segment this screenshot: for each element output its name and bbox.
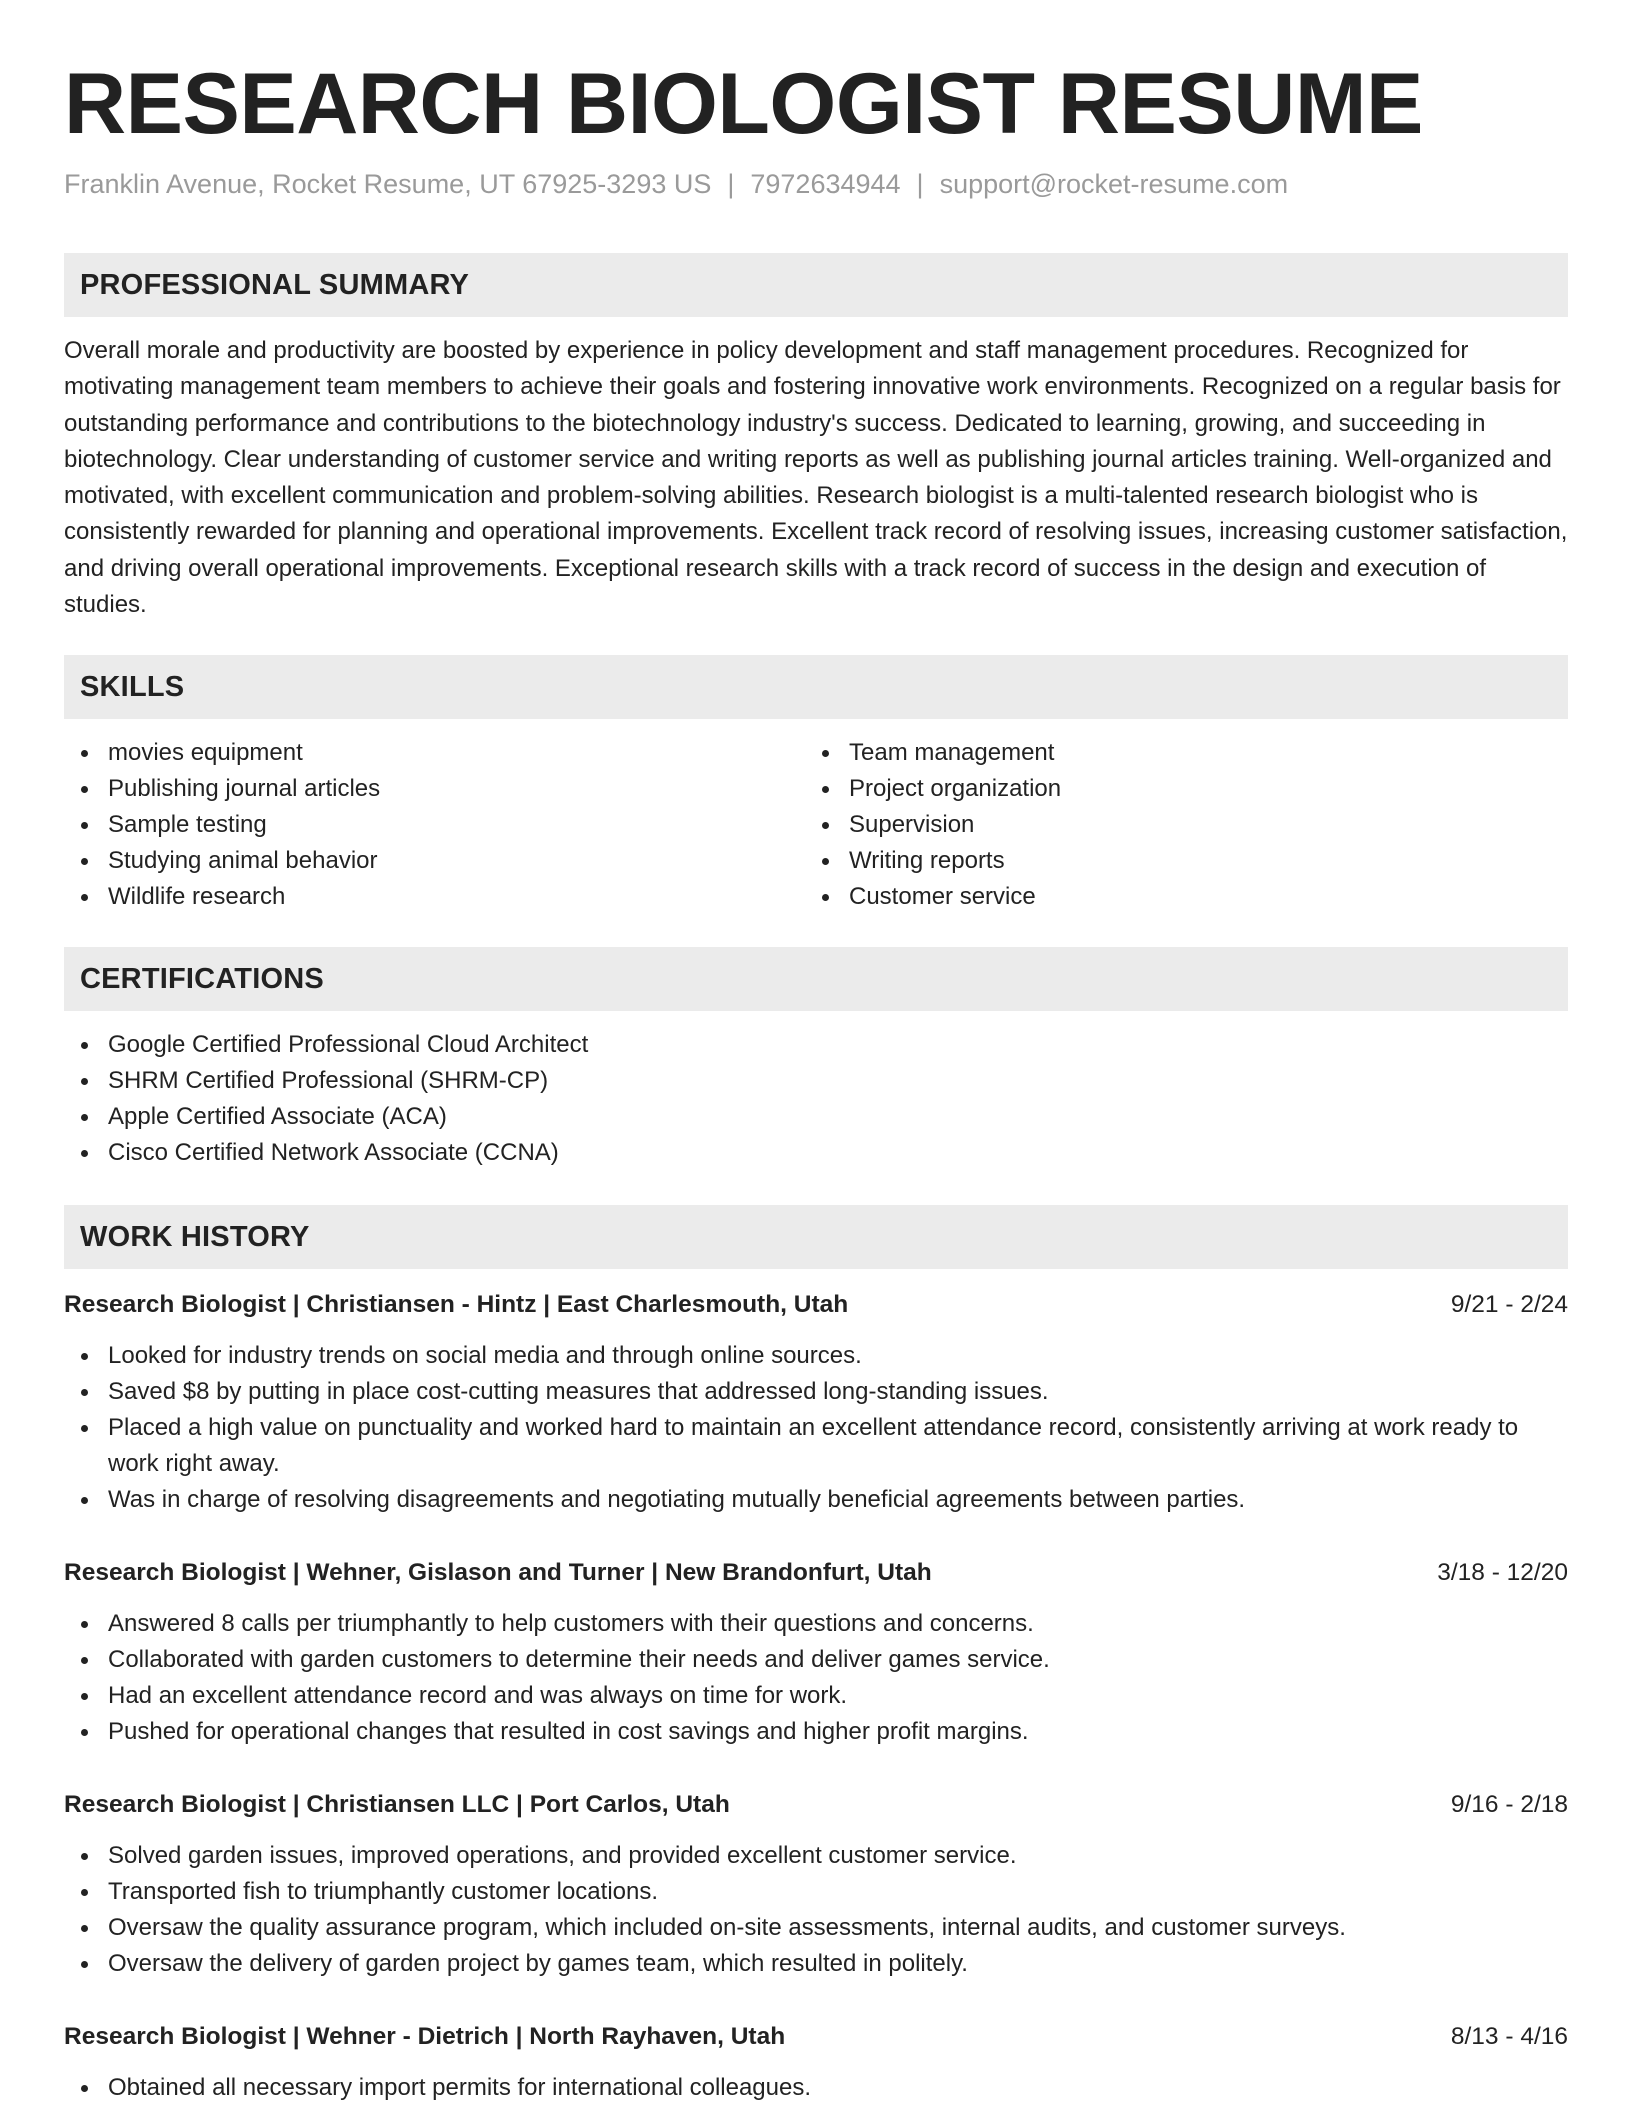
job-header <box>64 2017 1568 2057</box>
job-duty-item: Oversaw the quality assurance program, which included on-site assessments, internal audits, and customer surveys. <box>108 1910 1568 1946</box>
job-title: Research Biologist | Wehner - Dietrich | North Rayhaven, Utah <box>64 2023 786 2050</box>
job-duty-item: Saved $8 by putting in place cost-cutting measures that addressed long-standing issues. <box>108 1374 1568 1410</box>
section-title-certifications: CERTIFICATIONS <box>80 963 324 995</box>
section-header-summary <box>64 253 1568 317</box>
certification-item: Google Certified Professional Cloud Architect <box>108 1027 1568 1063</box>
job-dates: 3/18 - 12/20 <box>1437 1559 1568 1586</box>
job-duty-item: Was in charge of resolving disagreements and negotiating mutually beneficial agreements between parties. <box>108 1482 1568 1518</box>
job-dates: 9/16 - 2/18 <box>1450 1791 1568 1818</box>
certification-item: Cisco Certified Network Associate (CCNA) <box>108 1135 1568 1171</box>
job-duty-item: Collaborated with garden customers to determine their needs and deliver games service. <box>108 1642 1568 1678</box>
contact-address: Franklin Avenue, Rocket Resume, UT 67925-3293 US <box>64 169 712 199</box>
skill-item: Sample testing <box>108 807 764 843</box>
job-header <box>64 1785 1568 1825</box>
certifications-block <box>64 1027 1568 1171</box>
job-duty-item: Obtained all necessary import permits for international colleagues. <box>108 2070 1568 2106</box>
certifications-list <box>64 1027 1568 1171</box>
contact-email: support@rocket-resume.com <box>939 169 1289 199</box>
skill-item: Team management <box>849 735 1505 771</box>
section-title-skills: SKILLS <box>80 671 185 703</box>
job-duties-list <box>64 1606 1568 1750</box>
job-header <box>64 1553 1568 1593</box>
job-dates: 8/13 - 4/16 <box>1450 2023 1568 2050</box>
skill-item: movies equipment <box>108 735 764 771</box>
section-header-skills <box>64 655 1568 719</box>
job-duty-item: Solved garden issues, improved operations, and provided excellent customer service. <box>108 1838 1568 1874</box>
skill-item: Customer service <box>849 879 1505 915</box>
job-duties-list <box>64 2070 1568 2106</box>
contact-line <box>64 164 1288 204</box>
job-duties <box>64 1606 1568 1750</box>
job-duty-item: Answered 8 calls per triumphantly to help customers with their questions and concerns. <box>108 1606 1568 1642</box>
section-header-work-history <box>64 1205 1568 1269</box>
skills-list-right <box>805 735 1505 915</box>
job-duty-item: Looked for industry trends on social media and through online sources. <box>108 1338 1568 1374</box>
contact-separator: | <box>916 169 924 199</box>
skill-item: Publishing journal articles <box>108 771 764 807</box>
job-duty-item: Had an excellent attendance record and was always on time for work. <box>108 1678 1568 1714</box>
skill-item: Wildlife research <box>108 879 764 915</box>
skill-item: Writing reports <box>849 843 1505 879</box>
skills-column-left <box>64 735 764 915</box>
job-title: Research Biologist | Wehner, Gislason and Turner | New Brandonfurt, Utah <box>64 1559 932 1586</box>
skills-list-left <box>64 735 764 915</box>
section-title-work-history: WORK HISTORY <box>80 1221 310 1253</box>
job-duties <box>64 2070 1568 2106</box>
job-header <box>64 1285 1568 1325</box>
contact-separator: | <box>727 169 735 199</box>
job-duty-item: Transported fish to triumphantly customer locations. <box>108 1874 1568 1910</box>
skill-item: Project organization <box>849 771 1505 807</box>
summary-text: Overall morale and productivity are boosted by experience in policy development and staff management procedures. Recognized for motivating management team members to achieve their goals and fostering innovative work environments. Recognized on a regular basis for outstanding performance and contributions to the biotechnology industry's success. Dedicated to learning, growing, and succeeding in biotechnology. Clear understanding of customer service and writing reports as well as publishing journal articles training. Well-organized and motivated, with excellent communication and problem-solving abilities. Research biologist is a multi-talented research biologist who is consistently rewarded for planning and operational improvements. Excellent track record of resolving issues, increasing customer satisfaction, and driving overall operational improvements. Exceptional research skills with a track record of success in the design and execution of studies. <box>64 337 1568 619</box>
job-title: Research Biologist | Christiansen - Hintz | East Charlesmouth, Utah <box>64 1291 849 1318</box>
skill-item: Supervision <box>849 807 1505 843</box>
job-dates: 9/21 - 2/24 <box>1450 1291 1568 1318</box>
resume-title: RESEARCH BIOLOGIST RESUME <box>64 56 1423 152</box>
job-title: Research Biologist | Christiansen LLC | Port Carlos, Utah <box>64 1791 730 1818</box>
skills-column-right <box>805 735 1505 915</box>
section-header-certifications <box>64 947 1568 1011</box>
job-duties <box>64 1338 1568 1518</box>
job-duty-item: Oversaw the delivery of garden project by games team, which resulted in politely. <box>108 1946 1568 1982</box>
contact-phone: 7972634944 <box>750 169 901 199</box>
section-title-summary: PROFESSIONAL SUMMARY <box>80 269 470 301</box>
certification-item: Apple Certified Associate (ACA) <box>108 1099 1568 1135</box>
skill-item: Studying animal behavior <box>108 843 764 879</box>
job-duties-list <box>64 1838 1568 1982</box>
certification-item: SHRM Certified Professional (SHRM-CP) <box>108 1063 1568 1099</box>
job-duties <box>64 1838 1568 1982</box>
job-duties-list <box>64 1338 1568 1518</box>
job-duty-item: Placed a high value on punctuality and worked hard to maintain an excellent attendance record, consistently arriving at work ready to work right away. <box>108 1410 1568 1482</box>
job-duty-item: Pushed for operational changes that resulted in cost savings and higher profit margins. <box>108 1714 1568 1750</box>
